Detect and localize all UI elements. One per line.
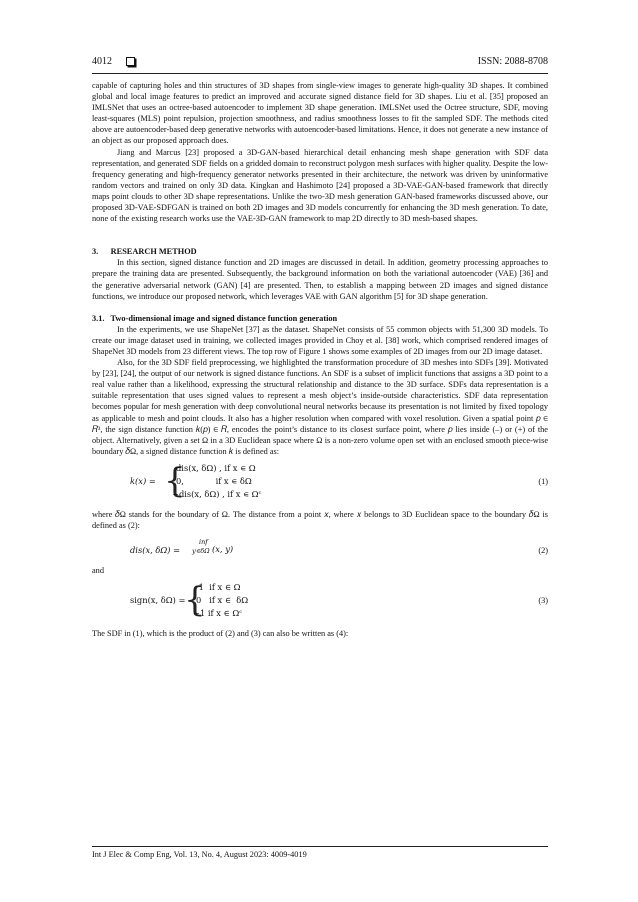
paragraph: In this section, signed distance function and 2D images are discussed in detail. In addition, geometry processing approaches to prepare the training data are presented. Subsequently, the background information on both the variational autoencoder (VAE) [36] and the generative adversarial network (GAN) [4] are presented. Then, to establish a mapping between 2D images and signed distance functions, we introduce our proposed network, which leverages VAE with GAN algorithm [5] for 3D shape generation. <box>92 258 548 301</box>
page-body <box>92 80 548 639</box>
issn-label: ISSN: 2088-8708 <box>477 56 548 67</box>
paragraph: and <box>92 566 104 576</box>
checkbox-square-icon <box>126 57 135 66</box>
section-heading: 3. RESEARCH METHOD <box>92 247 197 257</box>
paragraph: Also, for the 3D SDF field preprocessing, we highlighted the transformation procedure of 3D meshes into SDFs [39]. Motivated by [23], [24], the output of our network is signed distance functions. An SDF is a subset of implicit functions that assigns a 3D point to a real value rather than a likelihood, expressing the structural relationship and distance to the 3D surface. SDFs data representation is a suitable representation that uses signed values to represent a mesh object’s inside-outside characteristics. SDF data representation becomes popular for mesh generation with deep convolutional neural networks because its presentation is not limited by fixed topology as applicable to mesh and point clouds. It also has a higher resolution when compared with voxel resolution. Given a spatial point 𝑝 ∈ 𝑅³, the sign distance function 𝑘(𝑝) ∈ 𝑅, encodes the point’s distance to its closest surface point, where 𝑝 lies inside (–) or (+) of the object. Alternatively, given a set Ω in a 3D Euclidean space where Ω is a non-zero volume open set with an enclosed smooth piece-wise boundary 𝛿Ω, a signed distance function 𝑘 is defined as: <box>92 358 548 456</box>
paragraph: where 𝛿Ω stands for the boundary of Ω. The distance from a point 𝑥, where 𝑥 belongs to 3D Euclidean space to the boundary 𝛿Ω is defined as (2): <box>92 509 548 530</box>
equation-number: (2) <box>538 546 548 556</box>
eq1-case: 0, if x ∊ δΩ <box>176 475 252 486</box>
eq1-case: dis(x, δΩ) , if x ∊ Ω <box>176 462 256 473</box>
eq3-case: 1 if x ∈ Ω <box>196 582 241 593</box>
eq3-case: −1 if x ∈ Ωᶜ <box>193 608 243 619</box>
paragraph: In the experiments, we use ShapeNet [37] as the dataset. ShapeNet consists of 55 common objects with 51,300 3D models. To create our image dataset used in training, we collected images provided in Choy et al. [38] work, which comprised rendered images of ShapeNet 3D models from 23 different views. The top row of Figure 1 shows some examples of 2D images from our 2D image dataset. <box>92 324 548 356</box>
eq1-lhs: k(x) = <box>130 475 156 486</box>
paragraph: The SDF in (1), which is the product of (2) and (3) can also be written as (4): <box>92 629 349 639</box>
subsection-heading: 3.1. Two-dimensional image and signed distance function generation <box>92 313 338 323</box>
eq2-rhs: (x, y) <box>212 544 234 555</box>
eq1-case: −dis(x, δΩ) , if x ∊ Ωᶜ <box>172 488 262 499</box>
eq3-case: 0 if x ∈ δΩ <box>196 595 249 606</box>
paragraph: Jiang and Marcus [23] proposed a 3D-GAN-based hierarchical detail enhancing mesh shape generation with SDF data representation, and generated SDF fields on a gridded domain to reconstruct polygon mesh surfaces with higher quality. Despite the low-frequency generating and high-frequency generator networks presented in their architecture, the network was driven by uninformative random vectors and trained on only 3D data. Kingkan and Hashimoto [24] proposed a 3D-VAE-GAN-based framework that directly maps point clouds to other 3D shape representations. Unlike the two-3D mesh generation GAN-based frameworks discussed above, our proposed 3D-VAE-SDFGAN is trained on both 2D images and 3D models concurrently for enhancing the 3D mesh generation. To date, none of the existing research works use the VAE-3D-GAN framework to map 2D directly to 3D mesh-based shapes. <box>92 147 548 224</box>
eq2-operator-subscript: y∊δΩ <box>192 547 210 556</box>
running-footer: Int J Elec & Comp Eng, Vol. 13, No. 4, August 2023: 4009-4019 <box>92 850 307 859</box>
eq2-operator: inf <box>199 538 208 547</box>
header-rule <box>92 73 548 74</box>
equation-3: sign(x, δΩ) = { 1 if x ∈ Ω 0 if x ∈ δΩ −1 if x ∈ Ωᶜ (3) <box>130 580 548 621</box>
running-header <box>92 56 548 70</box>
footer-rule <box>92 846 548 847</box>
paragraph: capable of capturing holes and thin structures of 3D shapes from single-view images to generate high-quality 3D shapes. It combined global and local image features to predict an improved and accurate signed distance field for 3D shapes. Liu et al. [35] proposed an IMLSNet that uses an octree-based autoencoder to implement 3D shape generation. IMLSNet used the Octree structure, SDF, moving least-squares (MLS) point repulsion, projection smoothness, and radius smoothness losses to fit the sampled SDF. The methods cited above are autoencoder-based deep generative networks with autoencoder-based limitations. Hence, it does not generate a new instance of an object as our proposed approach does. <box>92 81 548 146</box>
eq3-lhs: sign(x, δΩ) = <box>130 595 186 606</box>
equation-2 <box>92 537 548 559</box>
equation-number: (3) <box>538 596 548 606</box>
eq2-lhs: dis(x, δΩ) = <box>130 545 181 556</box>
equation-number: (1) <box>538 476 548 486</box>
equation-1: k(x) = { dis(x, δΩ) , if x ∊ Ω 0, if x ∊ δΩ −dis(x, δΩ) , if x ∊ Ωᶜ (1) <box>130 460 548 501</box>
page-number: 4012 <box>92 56 112 67</box>
